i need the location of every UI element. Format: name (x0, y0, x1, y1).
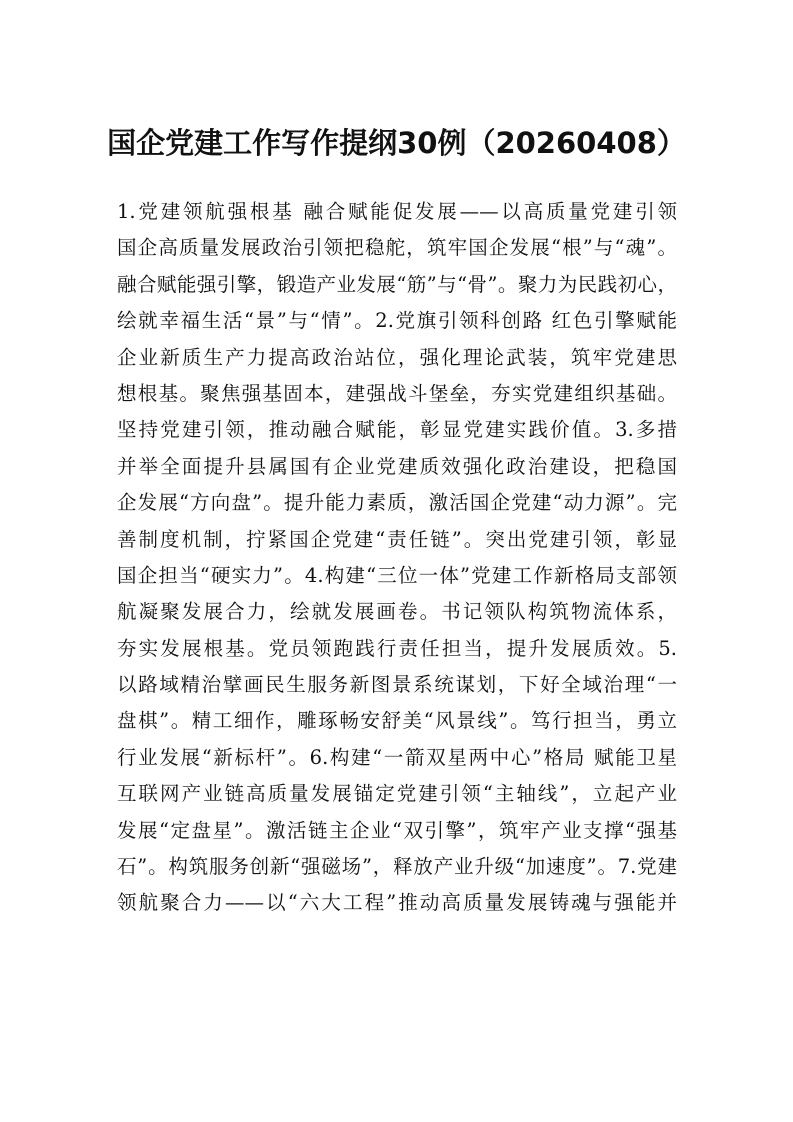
body-line: 1.党建领航强根基 融合赋能促发展——以高质量党建引领 (117, 200, 677, 223)
document-body (117, 194, 677, 922)
body-line: 盘棋”。精工细作，雕琢畅安舒美“风景线”。笃行担当，勇立 (117, 709, 677, 733)
body-line: 企发展“方向盘”。提升能力素质，激活国企党建“动力源”。完 (117, 491, 677, 515)
body-line: 行业发展“新标杆”。6.构建“一箭双星两中心”格局 赋能卫星 (117, 745, 677, 769)
body-line: 并举全面提升县属国有企业党建质效强化政治建设，把稳国 (117, 454, 677, 478)
body-line: 企业新质生产力提高政治站位，强化理论武装，筑牢党建思 (117, 345, 677, 369)
body-line: 国企高质量发展政治引领把稳舵，筑牢国企发展“根”与“魂”。 (117, 236, 677, 260)
body-line: 融合赋能强引擎，锻造产业发展“筋”与“骨”。聚力为民践初心， (117, 272, 677, 296)
body-line: 坚持党建引领，推动融合赋能，彰显党建实践价值。3.多措 (117, 418, 677, 442)
body-line: 发展“定盘星”。激活链主企业“双引擎”，筑牢产业支撑“强基 (117, 818, 677, 842)
body-line: 石”。构筑服务创新“强磁场”，释放产业升级“加速度”。7.党建 (117, 855, 677, 879)
body-line: 夯实发展根基。党员领跑践行责任担当，提升发展质效。5. (117, 636, 677, 660)
body-line: 领航聚合力——以“六大工程”推动高质量发展铸魂与强能并 (117, 891, 677, 915)
body-line: 互联网产业链高质量发展锚定党建引领“主轴线”，立起产业 (117, 782, 677, 806)
body-line: 国企担当“硬实力”。4.构建“三位一体”党建工作新格局支部领 (117, 563, 677, 587)
body-line: 善制度机制，拧紧国企党建“责任链”。突出党建引领，彰显 (117, 527, 677, 551)
document-title: 国企党建工作写作提纲30例（20260408） (107, 126, 686, 160)
body-line: 以路域精治擘画民生服务新图景系统谋划，下好全域治理“一 (117, 673, 677, 697)
body-line: 绘就幸福生活“景”与“情”。2.党旗引领科创路 红色引擎赋能 (117, 309, 677, 333)
body-line: 航凝聚发展合力，绘就发展画卷。书记领队构筑物流体系， (117, 600, 677, 624)
body-line: 想根基。聚焦强基固本，建强战斗堡垒，夯实党建组织基础。 (117, 381, 677, 405)
